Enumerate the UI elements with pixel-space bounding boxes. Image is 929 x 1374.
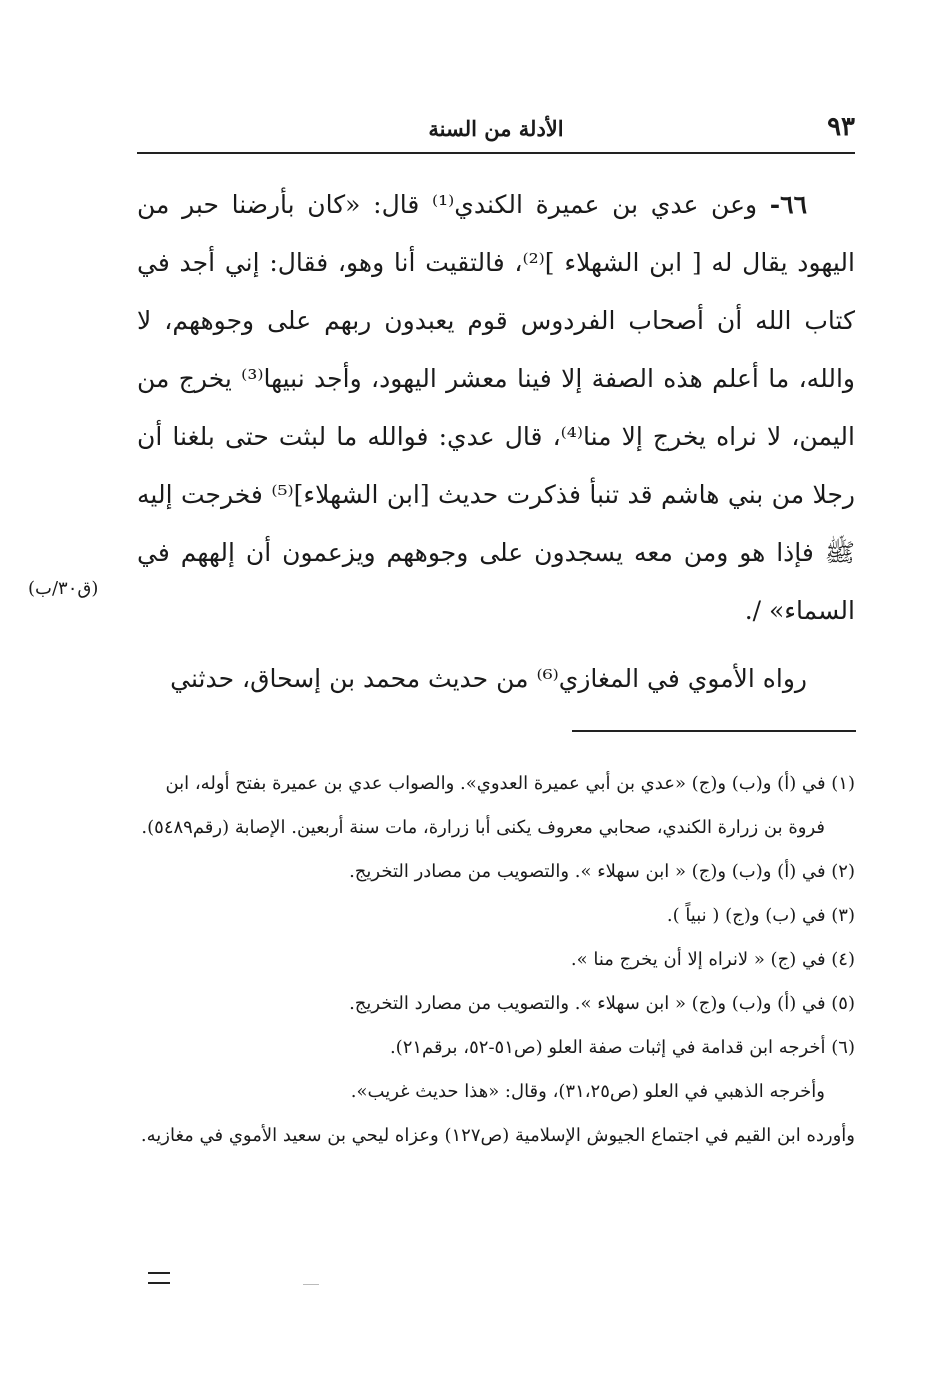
hadith-paragraph (137, 176, 855, 640)
faint-mark (303, 1284, 319, 1285)
page-end-mark (148, 1272, 170, 1284)
footnotes (137, 762, 855, 1158)
footnote-6: (٦) أخرجه ابن قدامة في إثبات صفة العلو (ص٥١-٥٢، برقم٢١). (389, 1037, 855, 1058)
footnote-2: (٢) في (أ) و(ب) و(ج) « ابن سهلاء ». والتصويب من مصادر التخريج. (349, 861, 855, 882)
page-number: ٩٣ (827, 112, 855, 142)
running-title: الأدلة من السنة (428, 116, 564, 141)
narration-paragraph: رواه الأموي في المغازي⁽⁶⁾ من حديث محمد بن إسحاق، حدثني (170, 664, 807, 693)
main-text (137, 176, 855, 708)
footnote-6-cont-a: وأخرجه الذهبي في العلو (ص٣١،٢٥)، وقال: «هذا حديث غريب». (350, 1081, 825, 1102)
page-header (137, 106, 855, 154)
footnote-5: (٥) في (أ) و(ب) و(ج) « ابن سهلاء ». والتصويب من مصارد التخريج. (349, 993, 855, 1014)
footnote-6-cont-b: وأورده ابن القيم في اجتماع الجيوش الإسلامية (ص١٢٧) وعزاه ليحي بن سعيد الأموي في مغازيه. (140, 1125, 855, 1146)
manuscript-folio-note: (ق٣٠/ب) (28, 578, 99, 599)
footnote-3: (٣) في (ب) و(ج) ( نبياً ). (666, 905, 855, 926)
hadith-text: وعن عدي بن عميرة الكندي⁽¹⁾ قال: «كان بأرضنا حبر من اليهود يقال له [ ابن الشهلاء ]⁽²⁾، فالتقيت أنا وهو، فقال: إني أجد في كتاب الله أن أصحاب الفردوس قوم يعبدون ربهم على وجوههم، لا والله، ما أعلم هذه الصفة إلا فينا معشر اليهود، وأجد نبيها⁽³⁾ يخرج من اليمن، لا نراه يخرج إلا منا⁽⁴⁾، قال عدي: فوالله ما لبثت حتى بلغنا أن رجلا من بني هاشم قد تنبأ فذكرت حديث [ابن الشهلاء]⁽⁵⁾ فخرجت إليه ﷺ فإذا هو ومن معه يسجدون على وجوههم ويزعمون أن إلههم في السماء» /. (137, 190, 855, 625)
footnote-separator (572, 730, 856, 732)
footnote-1: (١) في (أ) و(ب) و(ج) «عدي بن أبي عميرة العدوي». والصواب عدي بن عميرة بفتح أوله، ابن فروة بن زرارة الكندي، صحابي معروف يكنى أبا زرارة، مات سنة أربعين. الإصابة (رقم٥٤٨٩). (141, 773, 855, 838)
hadith-number: ٦٦- (769, 190, 807, 219)
footnote-4: (٤) في (ج) « لانراه إلا أن يخرج منا ». (570, 949, 855, 970)
